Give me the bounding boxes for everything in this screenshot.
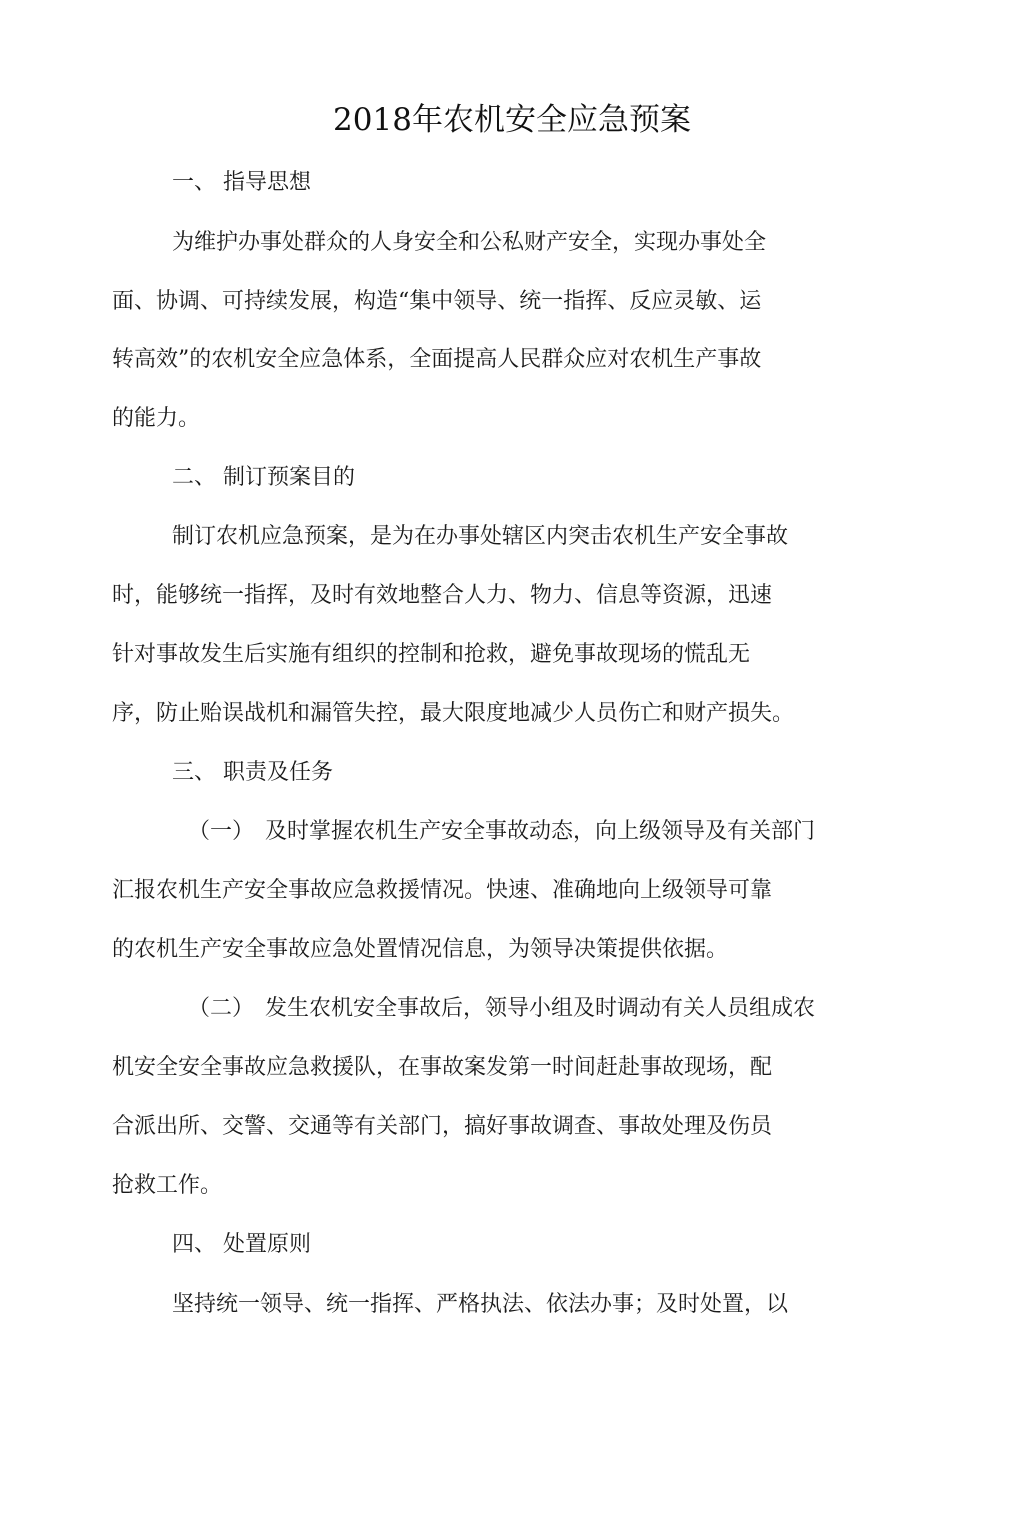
list-item-line: （一） 及时掌握农机生产安全事故动态，向上级领导及有关部门 xyxy=(188,819,816,844)
paragraph-line: 针对事故发生后实施有组织的控制和抢救，避免事故现场的慌乱无 xyxy=(112,642,751,667)
document-title: 2018年农机安全应急预案 xyxy=(333,102,691,138)
paragraph-line: 的能力。 xyxy=(112,406,201,431)
list-item-line: （二） 发生农机安全事故后，领导小组及时调动有关人员组成农 xyxy=(188,996,816,1021)
paragraph-line: 转高效”的农机安全应急体系，全面提高人民群众应对农机生产事故 xyxy=(112,347,762,372)
paragraph-line: 合派出所、交警、交通等有关部门，搞好事故调查、事故处理及伤员 xyxy=(112,1114,773,1139)
paragraph-line: 时，能够统一指挥，及时有效地整合人力、物力、信息等资源，迅速 xyxy=(112,583,773,608)
paragraph-line: 制订农机应急预案，是为在办事处辖区内突击农机生产安全事故 xyxy=(172,524,789,549)
paragraph-line: 机安全安全事故应急救援队，在事故案发第一时间赶赴事故现场，配 xyxy=(112,1055,773,1080)
section-heading-3: 三、 职责及任务 xyxy=(172,760,333,785)
paragraph-line: 坚持统一领导、统一指挥、严格执法、依法办事；及时处置，以 xyxy=(172,1292,789,1317)
section-heading-4: 四、 处置原则 xyxy=(172,1232,311,1257)
paragraph-line: 抢救工作。 xyxy=(112,1173,223,1198)
paragraph-line: 的农机生产安全事故应急处置情况信息，为领导决策提供依据。 xyxy=(112,937,729,962)
paragraph-line: 为维护办事处群众的人身安全和公私财产安全，实现办事处全 xyxy=(172,230,767,255)
paragraph-line: 序，防止贻误战机和漏管失控，最大限度地减少人员伤亡和财产损失。 xyxy=(112,701,795,726)
paragraph-line: 面、协调、可持续发展，构造“集中领导、统一指挥、反应灵敏、运 xyxy=(112,289,762,314)
section-heading-1: 一、 指导思想 xyxy=(172,170,311,195)
paragraph-line: 汇报农机生产安全事故应急救援情况。快速、准确地向上级领导可靠 xyxy=(112,878,773,903)
section-heading-2: 二、 制订预案目的 xyxy=(172,465,355,490)
